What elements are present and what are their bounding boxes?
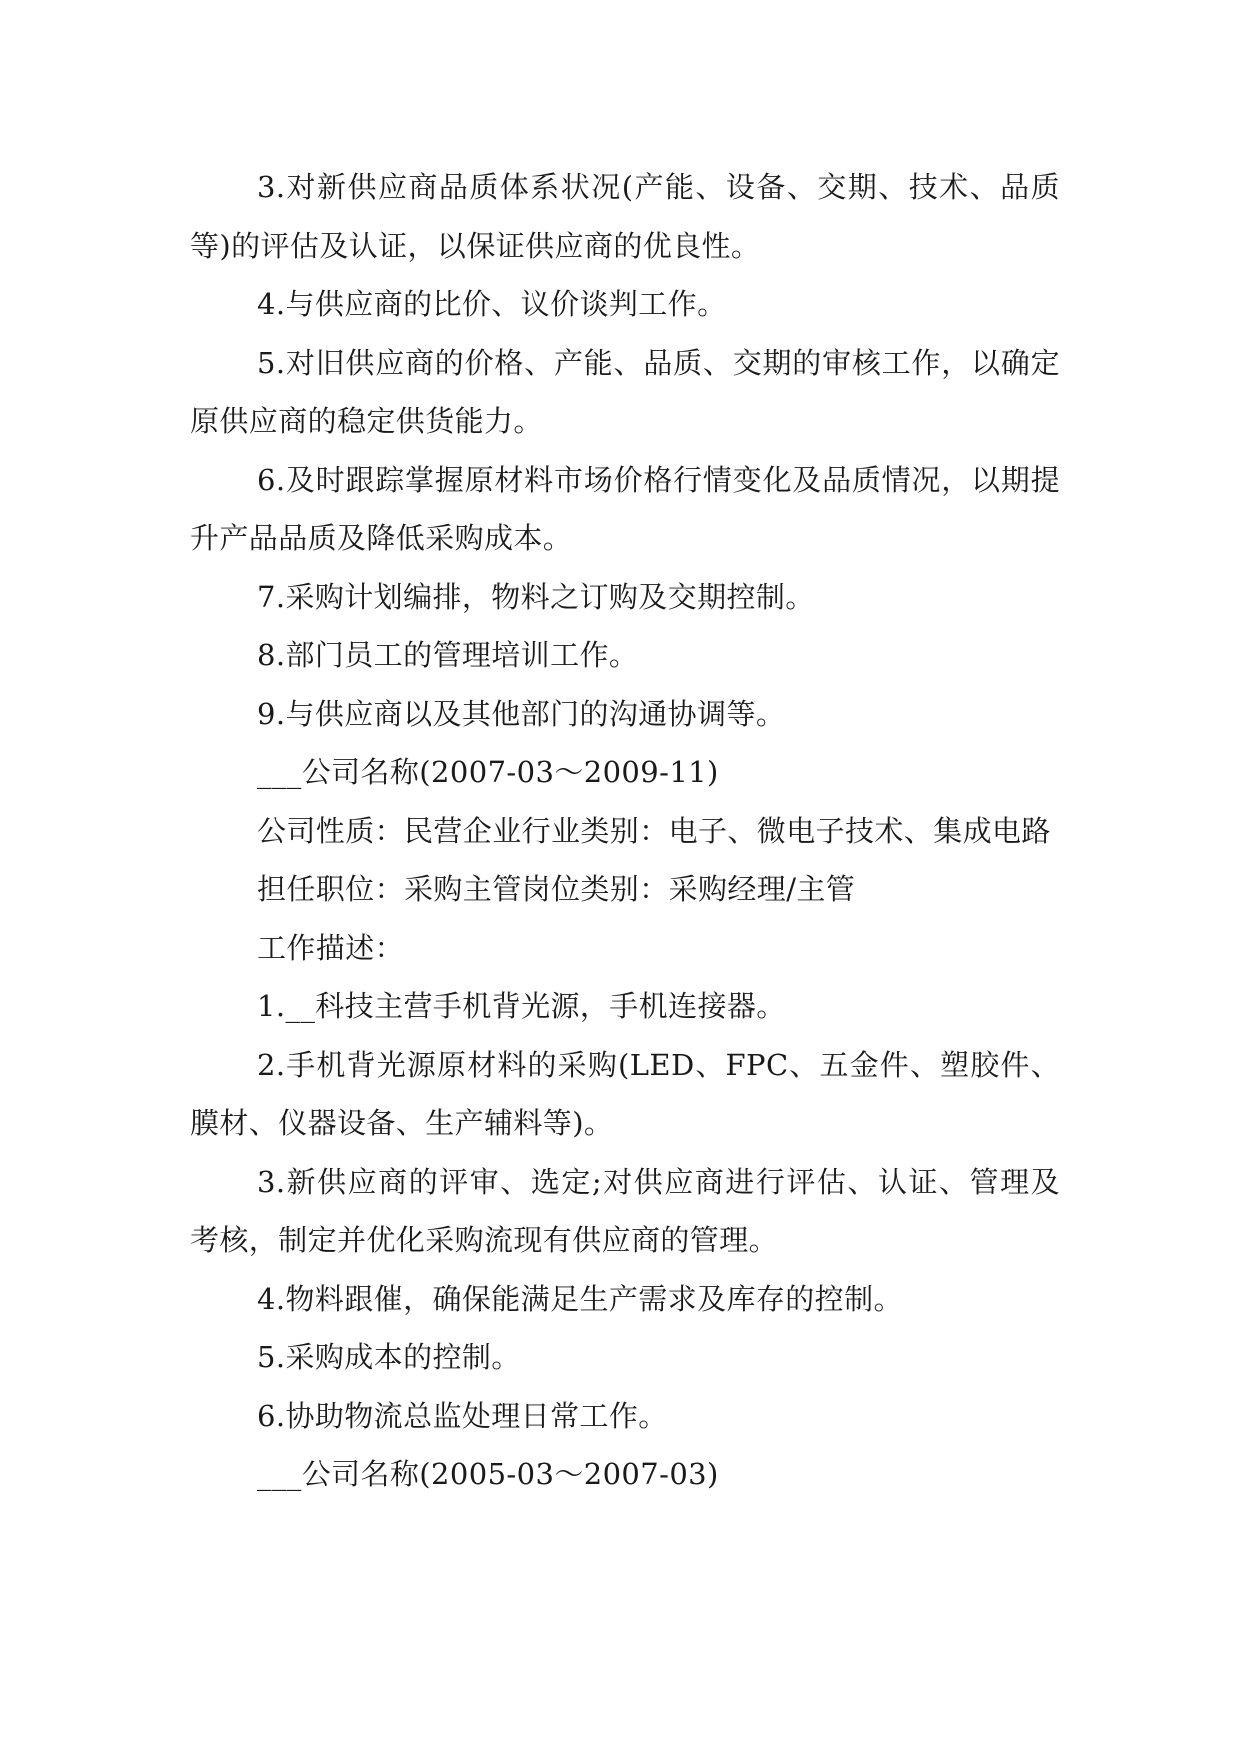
company-heading-2005-2007: ___公司名称(2005-03～2007-03) (257, 1457, 719, 1491)
document-body (190, 158, 1060, 1504)
paragraph-duty-5-supplier-audit: 5.对旧供应商的价格、产能、品质、交期的审核工作，以确定原供应商的稳定供货能力。 (190, 345, 1060, 438)
position-line: 担任职位：采购主管岗位类别：采购经理/主管 (257, 872, 856, 906)
paragraph-desc-1-business: 1.__科技主营手机背光源，手机连接器。 (257, 989, 786, 1023)
paragraph-desc-6-logistics-assist: 6.协助物流总监处理日常工作。 (257, 1398, 668, 1433)
paragraph-desc-2-materials: 2.手机背光源原材料的采购(LED、FPC、五金件、塑胶件、膜材、仪器设备、生产辅料等)。 (190, 1047, 1060, 1140)
paragraph-duty-8-training: 8.部门员工的管理培训工作。 (257, 638, 639, 672)
paragraph-duty-4-price-negotiation: 4.与供应商的比价、议价谈判工作。 (257, 287, 727, 321)
paragraph-duty-7-planning: 7.采购计划编排，物料之订购及交期控制。 (257, 579, 815, 614)
paragraph-duty-6-market-tracking: 6.及时跟踪掌握原材料市场价格行情变化及品质情况，以期提升产品品质及降低采购成本。 (190, 462, 1060, 555)
company-nature-line: 公司性质：民营企业行业类别：电子、微电子技术、集成电路 (257, 813, 1051, 848)
job-description-label: 工作描述： (257, 930, 405, 965)
paragraph-duty-9-coordination: 9.与供应商以及其他部门的沟通协调等。 (257, 696, 786, 731)
paragraph-desc-4-material-followup: 4.物料跟催，确保能满足生产需求及库存的控制。 (257, 1281, 903, 1316)
paragraph-duty-3-supplier-quality: 3.对新供应商品质体系状况(产能、设备、交期、技术、品质等)的评估及认证，以保证供应商的优良性。 (190, 170, 1060, 263)
paragraph-desc-3-supplier-review: 3.新供应商的评审、选定;对供应商进行评估、认证、管理及考核，制定并优化采购流现有供应商的管理。 (190, 1164, 1060, 1257)
company-heading-2007-2009: ___公司名称(2007-03～2009-11) (257, 755, 719, 789)
paragraph-desc-5-cost-control: 5.采购成本的控制。 (257, 1340, 521, 1374)
